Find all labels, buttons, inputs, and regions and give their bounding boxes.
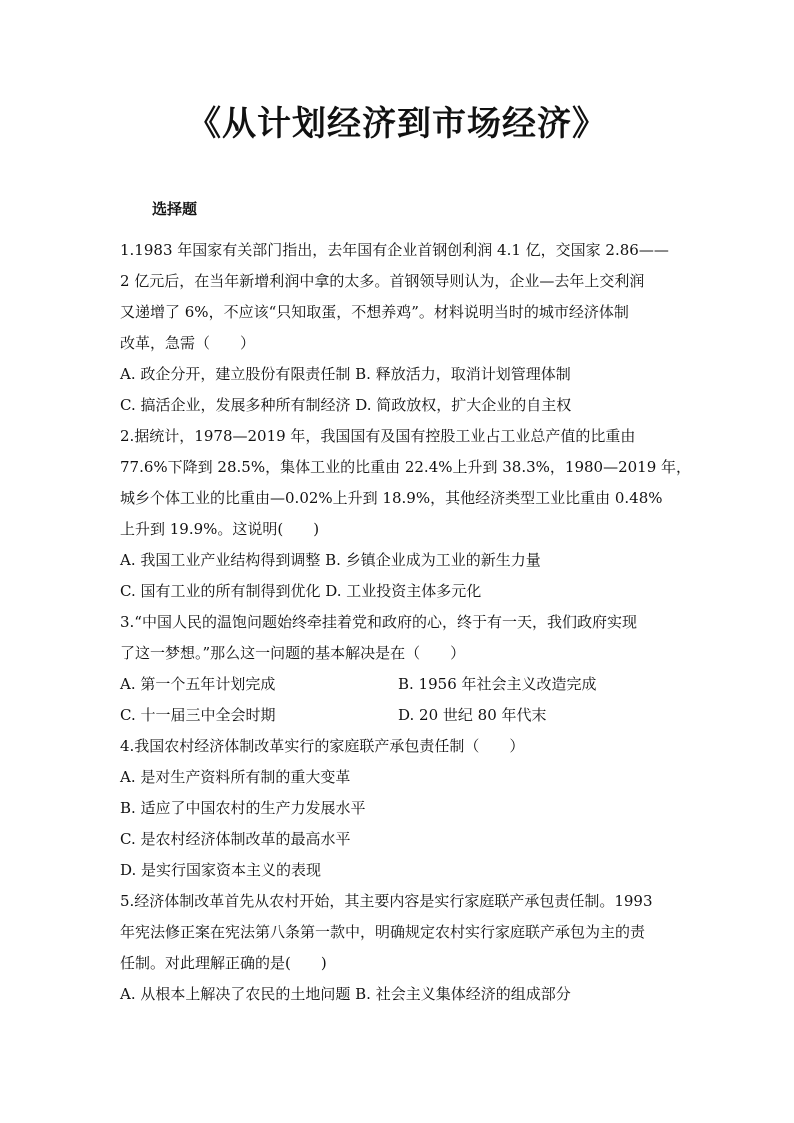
text-line: 改革，急需（ ） [120,334,256,352]
text-line: 2.据统计，1978—2019 年，我国国有及国有控股工业占工业总产值的比重由 [120,427,636,445]
text-line: A. 政企分开，建立股份有限责任制 B. 释放活力，取消计划管理体制 [120,365,571,383]
text-line: 5.经济体制改革首先从农村开始，其主要内容是实行家庭联产承包责任制。1993 [120,892,653,910]
option-c: C. 十一届三中全会时期 [120,706,276,724]
text-line: 3.“中国人民的温饱问题始终牵挂着党和政府的心，终于有一天，我们政府实现 [120,613,637,631]
section-heading: 选择题 [152,200,198,218]
option-b: B. 1956 年社会主义改造完成 [398,675,597,693]
text-line: 任制。对此理解正确的是( ) [120,954,327,972]
text-line: 1.1983 年国家有关部门指出，去年国有企业首钢创利润 4.1 亿，交国家 2.86—— [120,241,669,259]
text-line: C. 是农村经济体制改革的最高水平 [120,830,351,848]
text-line: 又递增了 6%，不应该“只知取蛋，不想养鸡”。材料说明当时的城市经济体制 [120,303,629,321]
option-a: A. 第一个五年计划完成 [120,675,276,693]
text-line: C. 国有工业的所有制得到优化 D. 工业投资主体多元化 [120,582,482,600]
text-line: 4.我国农村经济体制改革实行的家庭联产承包责任制（ ） [120,737,525,755]
text-line: A. 是对生产资料所有制的重大变革 [120,768,351,786]
page-title: 《从计划经济到市场经济》 [187,104,607,144]
text-line: 年宪法修正案在宪法第八条第一款中，明确规定农村实行家庭联产承包为主的责 [120,923,646,941]
option-d: D. 20 世纪 80 年代末 [398,706,547,724]
text-line: A. 从根本上解决了农民的土地问题 B. 社会主义集体经济的组成部分 [120,985,571,1003]
text-line: 城乡个体工业的比重由—0.02%上升到 18.9%，其他经济类型工业比重由 0.48% [120,489,663,507]
text-line: 2 亿元后，在当年新增利润中拿的太多。首钢领导则认为，企业—去年上交利润 [120,272,645,290]
text-line: 上升到 19.9%。这说明( ) [120,520,320,538]
option-row [120,700,680,731]
text-line: 77.6%下降到 28.5%，集体工业的比重由 22.4%上升到 38.3%，1980—2019 年， [120,458,692,476]
option-row [120,669,680,700]
question-body [120,235,692,1010]
text-line: A. 我国工业产业结构得到调整 B. 乡镇企业成为工业的新生力量 [120,551,541,569]
text-line: B. 适应了中国农村的生产力发展水平 [120,799,366,817]
text-line: 了这一梦想。”那么这一问题的基本解决是在（ ） [120,644,466,662]
text-line: C. 搞活企业，发展多种所有制经济 D. 简政放权，扩大企业的自主权 [120,396,572,414]
text-line: D. 是实行国家资本主义的表现 [120,861,322,879]
